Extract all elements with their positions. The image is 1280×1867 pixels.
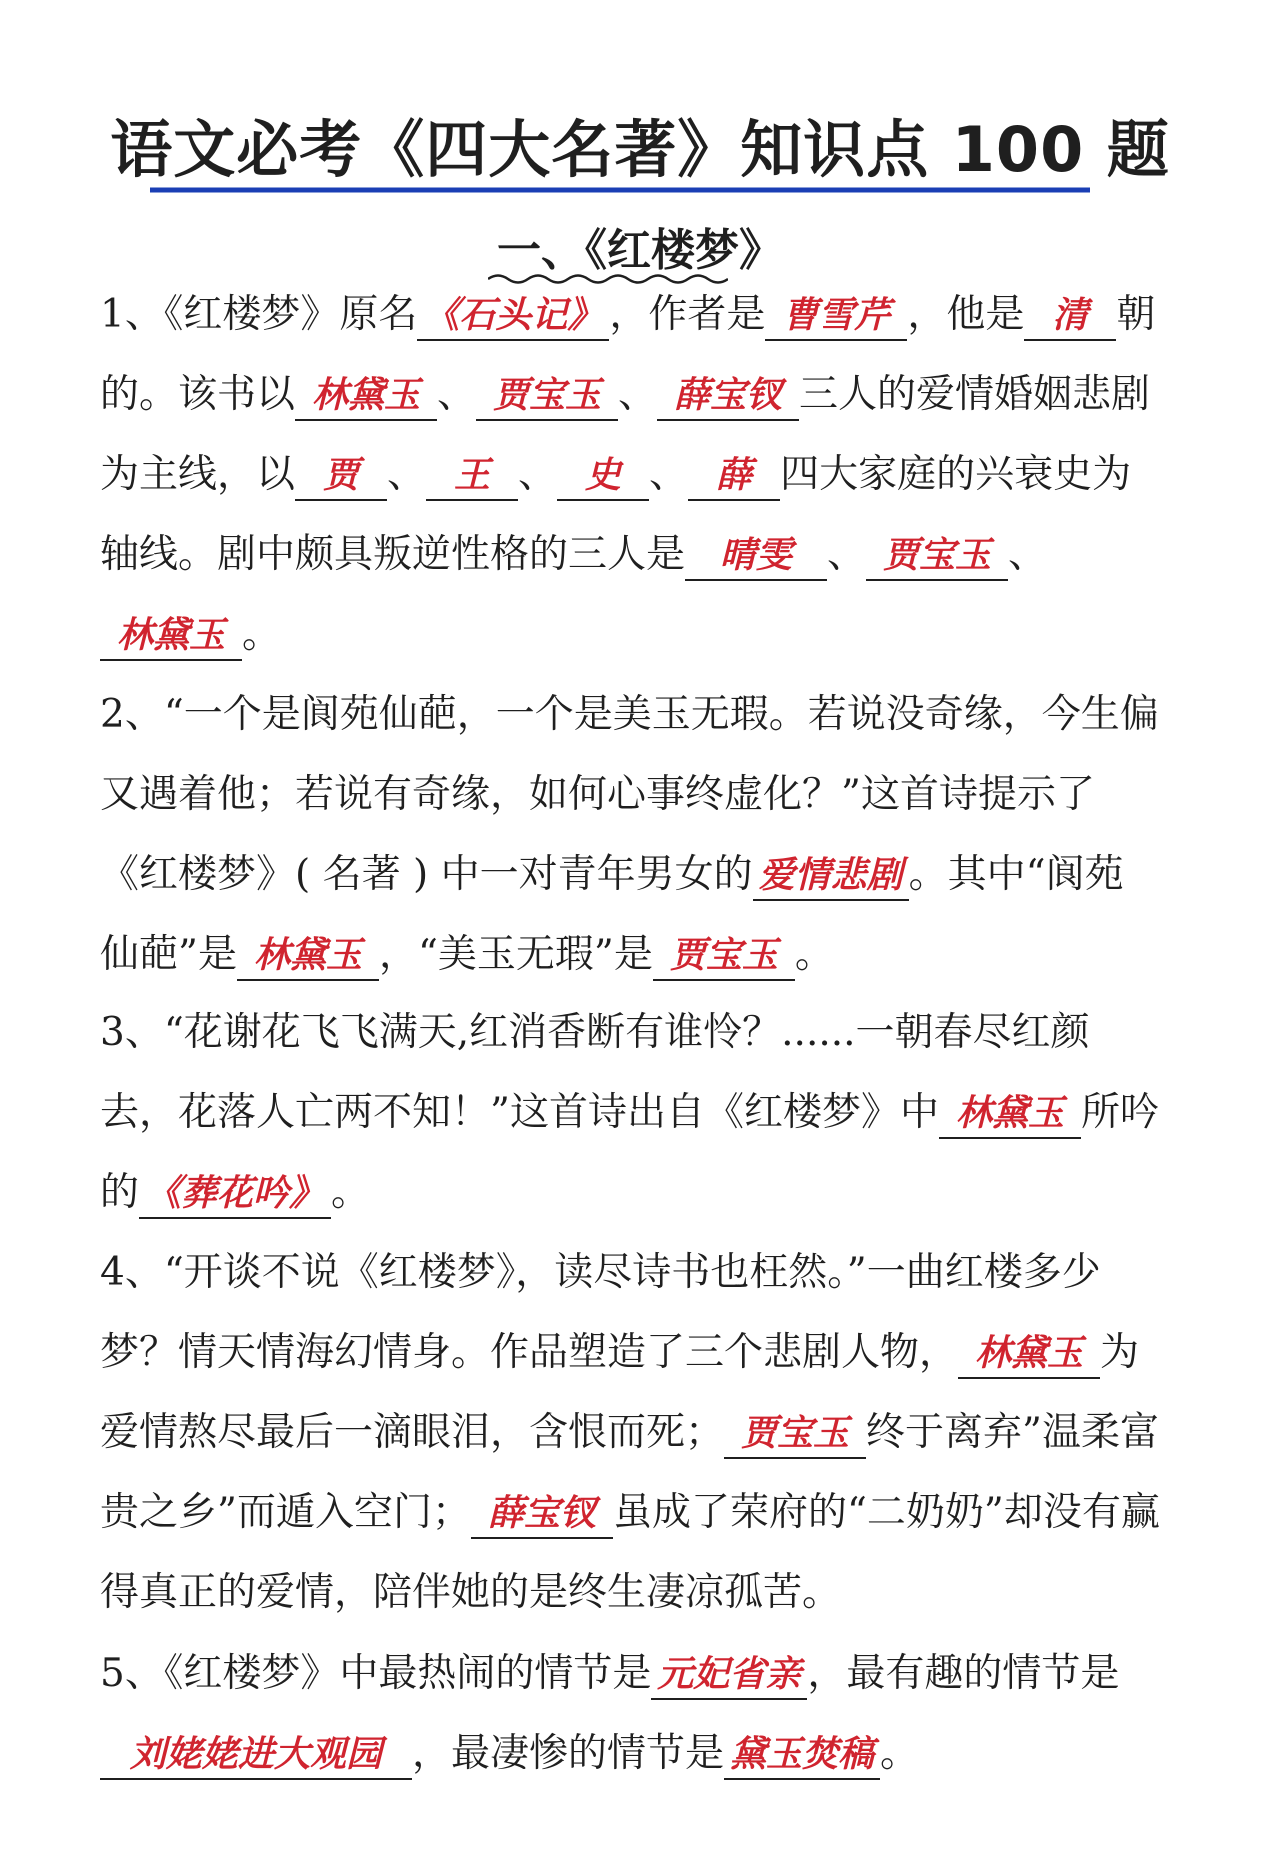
title-underline — [150, 186, 1090, 194]
q1-text: 、 — [518, 452, 558, 497]
q2-text: 2、“一个是阆苑仙葩，一个是美玉无瑕。若说没奇缘，今生偏又遇着他；若说有奇缘，如何心事终虚化？”这首诗提示了《红楼梦》( 名著 ) 中一对青年男女的 — [100, 692, 1159, 897]
q4-answer-2: 贾宝玉 — [724, 1411, 866, 1459]
q2-answer-langyuan: 林黛玉 — [237, 933, 379, 981]
question-3 — [100, 993, 1160, 1233]
question-2 — [100, 675, 1160, 995]
q1-answer-lead-1: 林黛玉 — [295, 373, 437, 421]
q1-answer-dynasty: 清 — [1024, 293, 1116, 341]
q1-text: 、 — [387, 452, 427, 497]
q1-text: 1、《红楼梦》原名 — [100, 292, 418, 337]
q1-answer-lead-3: 薛宝钗 — [657, 373, 799, 421]
q1-text: 、 — [827, 532, 867, 577]
q5-answer-liveliest: 元妃省亲 — [651, 1652, 807, 1700]
q1-answer-author: 曹雪芹 — [765, 293, 907, 341]
q1-answer-rebel-3: 林黛玉 — [100, 613, 242, 661]
q3-text: 。 — [331, 1170, 371, 1215]
q1-answer-family-1: 贾 — [295, 453, 387, 501]
q4-answer-3: 薛宝钗 — [471, 1491, 613, 1539]
q1-text: ，他是 — [907, 292, 1025, 337]
q1-text: 三人的爱情婚姻悲剧为主线，以 — [100, 372, 1151, 497]
q1-answer-family-2: 王 — [426, 453, 518, 501]
q4-text: 终于离弃”温柔富贵之乡”而遁入空门； — [100, 1410, 1159, 1535]
q2-text: 。 — [794, 932, 834, 977]
q4-text: 虽成了荣府的“二奶奶”却没有赢得真正的爱情，陪伴她的是终生凄凉孤苦。 — [100, 1490, 1160, 1615]
q4-text: 4、“开谈不说《红楼梦》，读尽诗书也枉然。”一曲红楼多少梦？情天情海幻情身。作品塑造了三个悲剧人物， — [100, 1250, 1101, 1375]
q1-answer-lead-2: 贾宝玉 — [476, 373, 618, 421]
q1-text: 。 — [242, 612, 282, 657]
q5-answer-saddest: 黛玉焚稿 — [724, 1732, 880, 1780]
q4-text: 为爱情熬尽最后一滴眼泪，含恨而死； — [100, 1330, 1140, 1455]
q1-text: 、 — [1008, 532, 1048, 577]
question-1 — [100, 275, 1160, 675]
q2-text: 。其中“阆苑仙葩”是 — [100, 852, 1124, 977]
q3-text: 3、“花谢花飞飞满天,红消香断有谁怜？......一朝春尽红颜去，花落人亡两不知！”这首诗出自《红楼梦》中 — [100, 1010, 1090, 1135]
q3-answer-poet: 林黛玉 — [939, 1091, 1081, 1139]
q5-text: ，最凄惨的情节是 — [412, 1731, 725, 1776]
q2-answer-tragedy: 爱情悲剧 — [753, 853, 909, 901]
q1-answer-rebel-1: 晴雯 — [685, 533, 827, 581]
section-heading: 一、《红楼梦》 — [497, 225, 783, 276]
q3-answer-poem: 《葬花吟》 — [139, 1171, 331, 1219]
q5-answer-funniest: 刘姥姥进大观园 — [100, 1732, 412, 1780]
q1-text: 、 — [437, 372, 477, 417]
question-5 — [100, 1634, 1160, 1794]
q5-text: 5、《红楼梦》中最热闹的情节是 — [100, 1651, 652, 1696]
q1-text: 、 — [618, 372, 658, 417]
q1-answer-family-3: 史 — [557, 453, 649, 501]
q1-answer-rebel-2: 贾宝玉 — [866, 533, 1008, 581]
q1-text: 四大家庭的兴衰史为轴线。剧中颇具叛逆性格的三人是 — [100, 452, 1132, 577]
question-4 — [100, 1233, 1160, 1633]
q1-text: 、 — [649, 452, 689, 497]
q2-text: ，“美玉无瑕”是 — [378, 932, 653, 977]
q2-answer-meiyu: 贾宝玉 — [653, 933, 795, 981]
q1-answer-original-name: 《石头记》 — [417, 293, 609, 341]
q5-text: 。 — [880, 1731, 920, 1776]
q3-text: 所吟的 — [100, 1090, 1159, 1215]
q5-text: ，最有趣的情节是 — [807, 1651, 1120, 1696]
document-title: 语文必考《四大名著》知识点 100 题 — [110, 113, 1170, 186]
q1-text: 朝的。该书以 — [100, 292, 1156, 417]
q1-text: ，作者是 — [609, 292, 766, 337]
q1-answer-family-4: 薛 — [688, 453, 780, 501]
q4-answer-1: 林黛玉 — [958, 1331, 1100, 1379]
